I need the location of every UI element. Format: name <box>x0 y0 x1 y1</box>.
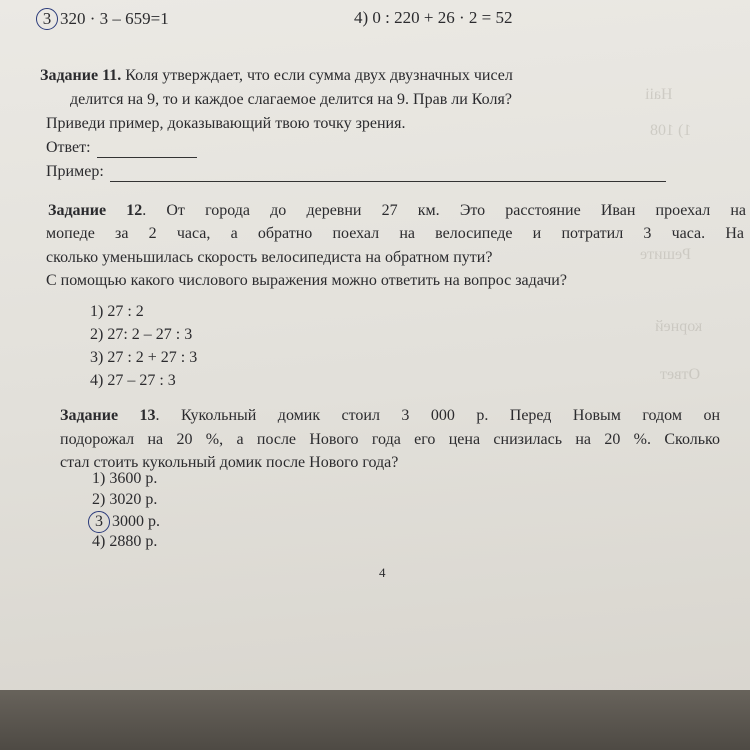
task11-title: Задание 11. <box>40 67 122 84</box>
answer-circle-mark: 3 <box>36 8 58 30</box>
bleed-through-mark: Peшите <box>640 246 691 263</box>
task13-line1 <box>60 406 720 426</box>
task12-title: Задание 12 <box>48 202 143 219</box>
task13-line3: стал стоить кукольный домик после Нового года? <box>60 454 399 471</box>
task13-option-circled <box>88 511 160 533</box>
task12-option: 3) 27 : 2 + 27 : 3 <box>90 349 198 366</box>
task13-option: 2) 3020 р. <box>92 491 158 508</box>
task11-answer-line <box>46 138 197 158</box>
task11-text: Коля утверждает, что если сумма двух двузначных чисел <box>125 67 513 84</box>
expression-left: 320 · 3 – 659=1 <box>60 9 169 28</box>
task13-title: Задание 13 <box>60 407 156 424</box>
answer-blank[interactable] <box>97 141 197 158</box>
task13-option: 1) 3600 р. <box>92 470 158 487</box>
task11-line3: Приведи пример, доказывающий твою точку зрения. <box>46 115 406 132</box>
task12-text: . От города до деревни 27 км. Это расстояние Иван проехал на <box>142 202 747 219</box>
answer-label: Ответ: <box>46 139 91 156</box>
circled-option-text: 3000 р. <box>112 513 160 530</box>
task12-option: 2) 27: 2 – 27 : 3 <box>90 326 193 343</box>
task12-line1 <box>48 201 746 221</box>
previous-answer <box>36 8 169 30</box>
task13-text: . Кукольный домик стоил 3 000 р. Перед Новым годом он <box>155 407 721 424</box>
bleed-through-mark: Haii <box>645 86 673 103</box>
bleed-through-mark: Ответ <box>660 366 701 383</box>
page-number: 4 <box>379 565 386 580</box>
task12-line4: С помощью какого числового выражения можно ответить на вопрос задачи? <box>46 272 567 289</box>
bleed-through-mark: 1) 108 <box>650 122 692 139</box>
bleed-through-mark: корней <box>655 318 703 335</box>
task12-line2: мопеде за 2 часа, а обратно поехал на велосипеде и потратил 3 часа. На <box>46 225 744 242</box>
answer-circle-mark: 3 <box>88 511 110 533</box>
task11-line2: делится на 9, то и каждое слагаемое делится на 9. Прав ли Коля? <box>70 91 512 108</box>
task12-option: 1) 27 : 2 <box>90 303 144 320</box>
task13-option: 4) 2880 р. <box>92 533 158 550</box>
task11-example-line <box>46 162 666 182</box>
task11-line1 <box>40 66 680 86</box>
expression-right: 4) 0 : 220 + 26 · 2 = 52 <box>354 8 513 27</box>
example-label: Пример: <box>46 163 104 180</box>
task12-line3: сколько уменьшилась скорость велосипедиста на обратном пути? <box>46 249 493 266</box>
task13-line2: подорожал на 20 %, а после Нового года его цена снизилась на 20 %. Сколько <box>60 431 720 448</box>
example-blank[interactable] <box>110 165 666 182</box>
task12-option: 4) 27 – 27 : 3 <box>90 372 176 389</box>
